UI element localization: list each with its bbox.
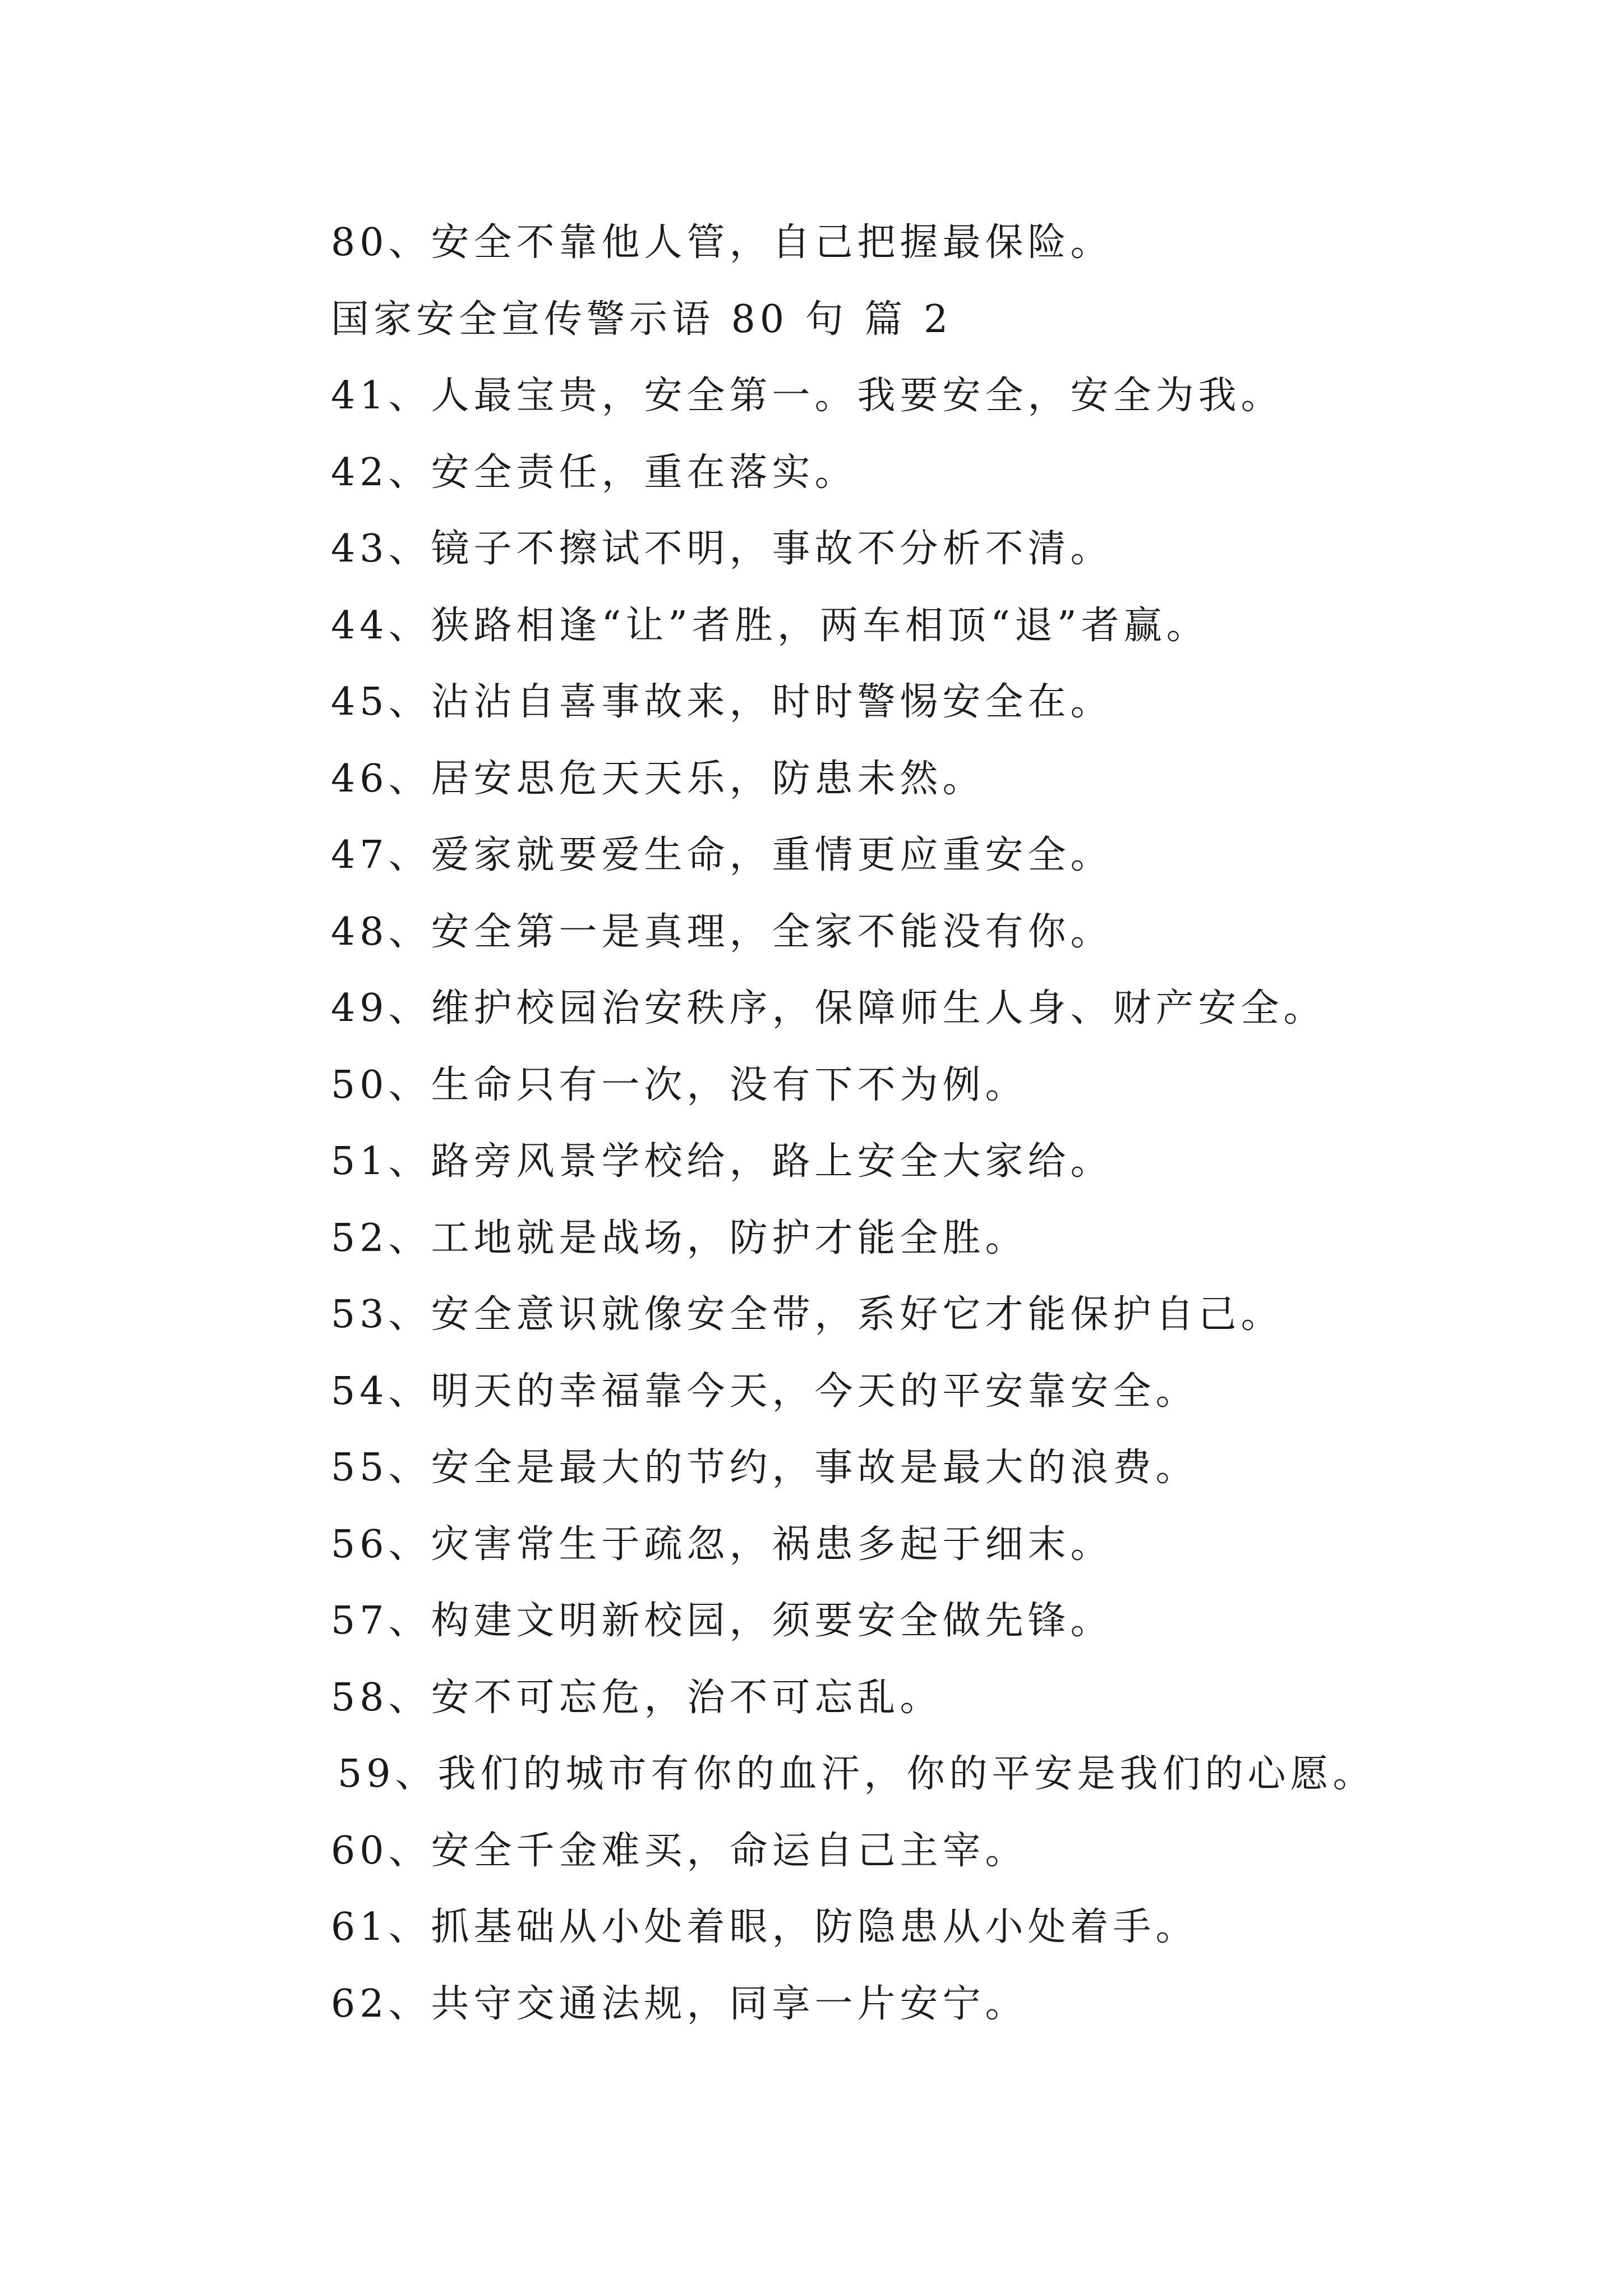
section-heading: 国家安全宣传警示语 80 句 篇 2 xyxy=(331,297,953,342)
slogan-line: 62、共守交通法规，同享一片安宁。 xyxy=(331,1981,1028,2026)
slogan-line: 54、明天的幸福靠今天，今天的平安靠安全。 xyxy=(331,1369,1198,1414)
slogan-line: 51、路旁风景学校给，路上安全大家给。 xyxy=(331,1139,1113,1184)
slogan-line: 59、我们的城市有你的血汗，你的平安是我们的心愿。 xyxy=(338,1752,1376,1796)
slogan-line: 53、安全意识就像安全带，系好它才能保护自己。 xyxy=(331,1292,1284,1337)
slogan-line: 55、安全是最大的节约，事故是最大的浪费。 xyxy=(331,1446,1198,1490)
slogan-line: 60、安全千金难买，命运自己主宰。 xyxy=(331,1828,1028,1873)
slogan-line: 56、灾害常生于疏忽，祸患多起于细末。 xyxy=(331,1522,1113,1567)
slogan-line: 44、狭路相逢“让”者胜，两车相顶“退”者赢。 xyxy=(331,603,1209,648)
slogan-line: 48、安全第一是真理，全家不能没有你。 xyxy=(331,909,1113,954)
slogan-list xyxy=(331,205,1565,2042)
slogan-line: 61、抓基础从小处着眼，防隐患从小处着手。 xyxy=(331,1905,1198,1949)
slogan-line: 80、安全不靠他人管，自己把握最保险。 xyxy=(331,220,1113,265)
slogan-line: 42、安全责任，重在落实。 xyxy=(331,450,857,495)
slogan-line: 47、爱家就要爱生命，重情更应重安全。 xyxy=(331,833,1113,877)
slogan-line: 49、维护校园治安秩序，保障师生人身、财产安全。 xyxy=(331,986,1326,1030)
slogan-line: 41、人最宝贵，安全第一。我要安全，安全为我。 xyxy=(331,374,1284,418)
slogan-line: 50、生命只有一次，没有下不为例。 xyxy=(331,1062,1028,1107)
slogan-line: 52、工地就是战场，防护才能全胜。 xyxy=(331,1216,1028,1260)
slogan-line: 45、沾沾自喜事故来，时时警惕安全在。 xyxy=(331,680,1113,724)
slogan-line: 58、安不可忘危，治不可忘乱。 xyxy=(331,1675,943,1720)
slogan-line: 43、镜子不擦试不明，事故不分析不清。 xyxy=(331,527,1113,571)
slogan-line: 46、居安思危天天乐，防患未然。 xyxy=(331,756,985,801)
slogan-line: 57、构建文明新校园，须要安全做先锋。 xyxy=(331,1599,1113,1643)
